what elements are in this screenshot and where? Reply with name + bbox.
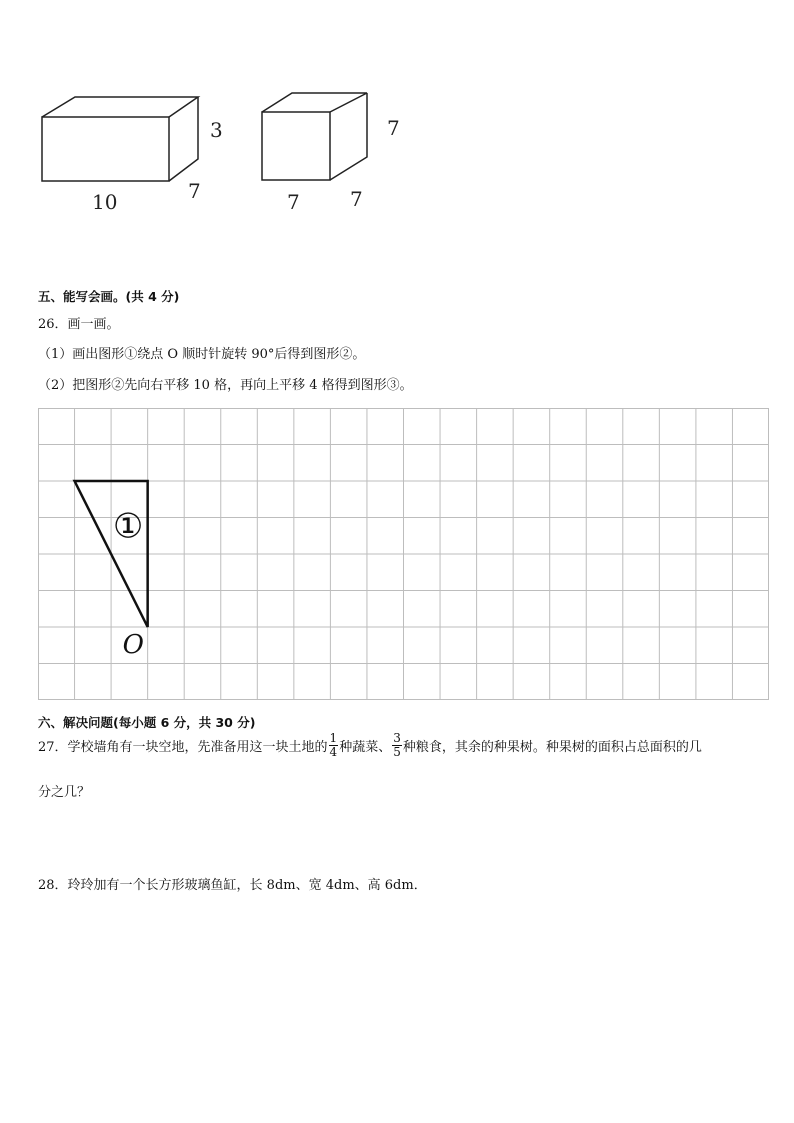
q26-part1: （1）画出图形①绕点 O 顺时针旋转 90°后得到图形②。 [38,347,366,362]
fraction-one-quarter-numerator: 1 [329,731,338,745]
q27-part-b: 种蔬菜、 [339,740,392,755]
fraction-three-fifths [392,732,402,759]
solid-figures [30,85,430,225]
cube-width-label: 7 [350,187,363,211]
point-o-label: O [122,630,144,660]
q28-text: 28．玲玲加有一个长方形玻璃鱼缸，长 8dm、宽 4dm、高 6dm． [38,878,427,893]
fraction-one-quarter [329,732,339,759]
fraction-one-quarter-denominator: 4 [329,745,338,759]
triangle-shape-1-label: ① [112,506,144,547]
q27-text [38,731,702,761]
fraction-three-fifths-denominator: 5 [393,745,401,759]
cuboid-height-label: 3 [210,118,223,142]
section5-title: 五、能写会画。(共 4 分) [38,289,180,304]
cube-length-label: 7 [287,190,300,214]
cuboid-width-label: 7 [188,179,201,203]
q27-line2: 分之几？ [38,785,91,800]
cube-figure [262,93,367,180]
q26-stem: 26．画一画。 [38,317,120,332]
section6-title: 六、解决问题(每小题 6 分，共 30 分) [38,715,256,730]
fraction-three-fifths-numerator: 3 [393,731,401,745]
drawing-grid[interactable] [38,408,769,700]
cuboid-figure [42,97,198,181]
q26-part2: （2）把图形②先向右平移 10 格，再向上平移 4 格得到图形③。 [38,378,413,393]
q27-part-c: 种粮食，其余的种果树。种果树的面积占总面积的几 [402,740,702,755]
cuboid-length-label: 10 [92,190,118,214]
q27-part-a: 27．学校墙角有一块空地，先准备用这一块土地的 [38,740,328,755]
cube-height-label: 7 [387,116,400,140]
